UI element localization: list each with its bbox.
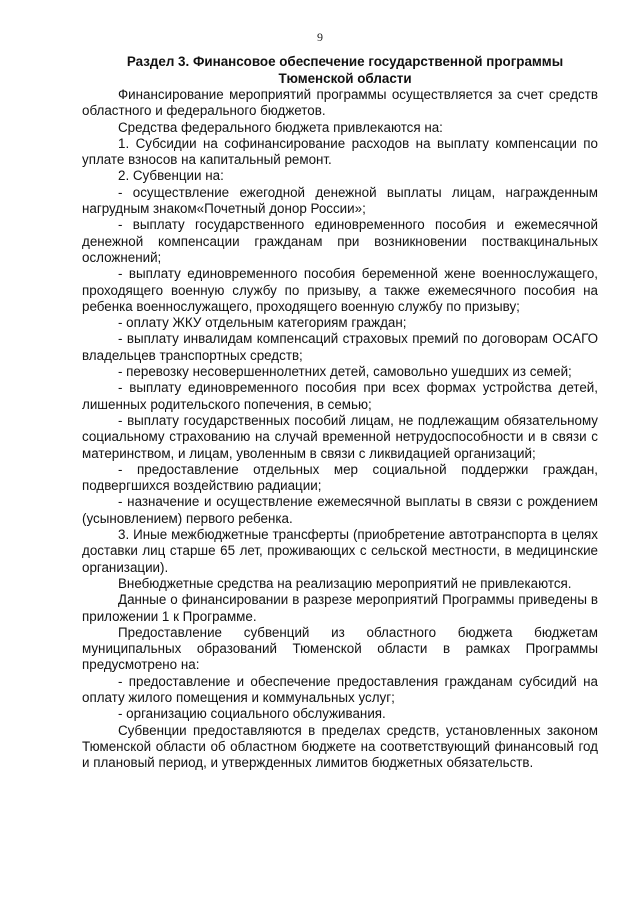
paragraph: Финансирование мероприятий программы осуществляется за счет средств областного и федерального бюджетов. xyxy=(82,87,598,119)
list-item: - организацию социального обслуживания. xyxy=(118,706,386,722)
list-item: - выплату единовременного пособия при всех формах устройства детей, лишенных родительского попечения, в семью; xyxy=(82,380,598,412)
section-title-line-1: Раздел 3. Финансовое обеспечение государственной программы xyxy=(126,54,564,69)
list-item: - выплату государственных пособий лицам, не подлежащим обязательному социальному страхованию на случай временной нетрудоспособности и в связи с материнством, и лицам, уволенным в связи с ликвидацией организаций; xyxy=(82,412,598,461)
list-item: - предоставление отдельных мер социальной поддержки граждан, подвергшихся воздействию радиации; xyxy=(82,461,598,494)
list-item: - осуществление ежегодной денежной выплаты лицам, награжденным нагрудным знаком«Почетный донор России»; xyxy=(82,184,598,217)
paragraph: Данные о финансировании в разрезе мероприятий Программы приведены в приложении 1 к Программе. xyxy=(82,592,598,624)
page-number: 9 xyxy=(317,30,323,44)
paragraph: Субвенции предоставляются в пределах средств, установленных законом Тюменской области об областном бюджете на соответствующий финансовый год и плановый период, и утвержденных лимитов бюджетных обязательств. xyxy=(82,722,598,771)
list-item: - выплату единовременного пособия беременной жене военнослужащего, проходящего военную службу по призыву, а также ежемесячного пособия на ребенка военнослужащего, проходящего военную службу по призыву; xyxy=(82,266,598,314)
list-item: - выплату государственного единовременного пособия и ежемесячной денежной компенсации гражданам при возникновении поствакцинальных осложнений; xyxy=(82,217,598,265)
section-title-line-2: Тюменской области xyxy=(278,70,412,86)
document-body xyxy=(82,54,598,771)
list-item: - перевозку несовершеннолетних детей, самовольно ушедших из семей; xyxy=(118,364,572,380)
paragraph: Предоставление субвенций из областного бюджета бюджетам муниципальных образований Тюменской области в рамках Программы предусмотрено на: xyxy=(82,624,598,673)
paragraph: Средства федерального бюджета привлекаются на: xyxy=(118,119,443,135)
list-item: - оплату ЖКУ отдельным категориям граждан; xyxy=(118,315,407,331)
list-item: - предоставление и обеспечение предоставления гражданам субсидий на оплату жилого помещения и коммунальных услуг; xyxy=(82,673,598,705)
list-item: - назначение и осуществление ежемесячной выплаты в связи с рождением (усыновлением) первого ребенка. xyxy=(82,494,598,526)
paragraph: 2. Субвенции на: xyxy=(118,168,224,184)
paragraph: Внебюджетные средства на реализацию мероприятий не привлекаются. xyxy=(118,575,572,591)
paragraph: 1. Субсидии на софинансирование расходов на выплату компенсации по уплате взносов на капитальный ремонт. xyxy=(82,135,598,168)
paragraph: 3. Иные межбюджетные трансферты (приобретение автотранспорта в целях доставки лиц старше 65 лет, проживающих с сельской местности, в медицинские организации). xyxy=(82,527,598,575)
section-title xyxy=(82,54,598,87)
list-item: - выплату инвалидам компенсаций страховых премий по договорам ОСАГО владельцев транспортных средств; xyxy=(82,331,598,363)
